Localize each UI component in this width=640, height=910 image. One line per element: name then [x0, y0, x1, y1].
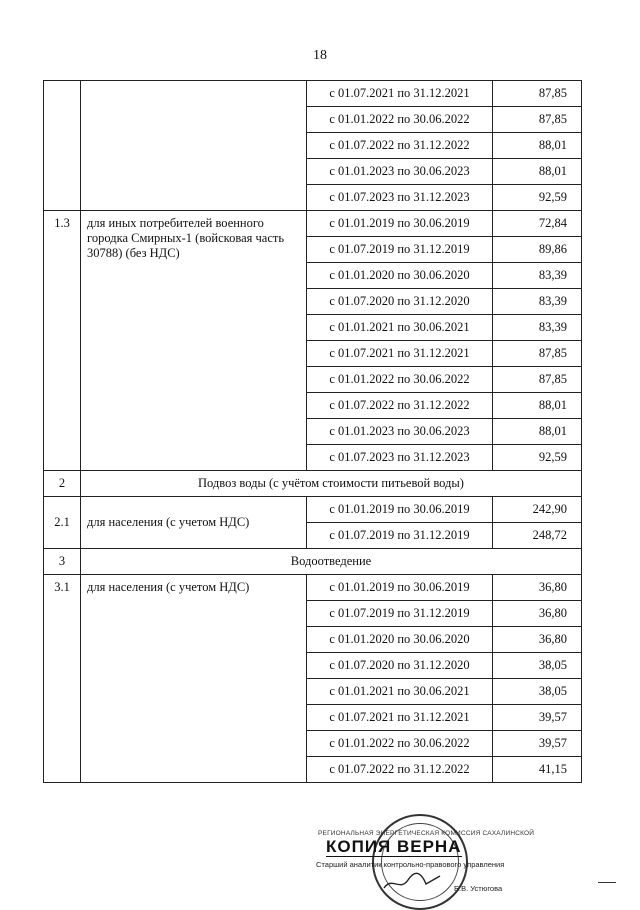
- tariff-value-cell: 36,80: [493, 601, 582, 627]
- period-cell: с 01.07.2019 по 31.12.2019: [307, 523, 493, 549]
- tariff-value-cell: 88,01: [493, 419, 582, 445]
- section-title-cell: Водоотведение: [81, 549, 582, 575]
- tariff-table: [43, 80, 582, 783]
- period-cell: с 01.07.2022 по 31.12.2022: [307, 133, 493, 159]
- page-number: 18: [313, 48, 327, 63]
- consumer-name-cell: для населения (с учетом НДС): [81, 575, 307, 783]
- tariff-value-cell: 87,85: [493, 341, 582, 367]
- consumer-name-cell: [81, 81, 307, 211]
- consumer-name-cell: для населения (с учетом НДС): [81, 497, 307, 549]
- stamp-organization: РЕГИОНАЛЬНАЯ ЭНЕРГЕТИЧЕСКАЯ КОМИССИЯ САХАЛИНСКОЙ: [318, 830, 535, 837]
- margin-mark: [598, 882, 616, 883]
- period-cell: с 01.07.2022 по 31.12.2022: [307, 393, 493, 419]
- tariff-value-cell: 38,05: [493, 653, 582, 679]
- tariff-value-cell: 36,80: [493, 575, 582, 601]
- table-row: [44, 81, 582, 107]
- section-title-cell: Подвоз воды (с учётом стоимости питьевой воды): [81, 471, 582, 497]
- tariff-value-cell: 39,57: [493, 705, 582, 731]
- section-number-cell: 3: [44, 549, 81, 575]
- period-cell: с 01.07.2021 по 31.12.2021: [307, 705, 493, 731]
- period-cell: с 01.01.2019 по 30.06.2019: [307, 497, 493, 523]
- period-cell: с 01.07.2020 по 31.12.2020: [307, 289, 493, 315]
- period-cell: с 01.01.2019 по 30.06.2019: [307, 575, 493, 601]
- handwritten-signature: [382, 870, 442, 894]
- section-row: [44, 549, 582, 575]
- row-number-cell: 1.3: [44, 211, 81, 471]
- period-cell: с 01.07.2022 по 31.12.2022: [307, 757, 493, 783]
- tariff-value-cell: 38,05: [493, 679, 582, 705]
- period-cell: с 01.01.2021 по 30.06.2021: [307, 315, 493, 341]
- row-number-cell: 2.1: [44, 497, 81, 549]
- period-cell: с 01.01.2021 по 30.06.2021: [307, 679, 493, 705]
- tariff-value-cell: 92,59: [493, 445, 582, 471]
- consumer-name-cell: для иных потребителей военного городка Смирных-1 (войсковая часть 30788) (без НДС): [81, 211, 307, 471]
- tariff-value-cell: 242,90: [493, 497, 582, 523]
- period-cell: с 01.01.2022 по 30.06.2022: [307, 731, 493, 757]
- stamp-signatory-name: Е.В. Устюгова: [454, 884, 503, 893]
- period-cell: с 01.07.2019 по 31.12.2019: [307, 601, 493, 627]
- tariff-value-cell: 87,85: [493, 81, 582, 107]
- period-cell: с 01.01.2023 по 30.06.2023: [307, 419, 493, 445]
- period-cell: с 01.01.2023 по 30.06.2023: [307, 159, 493, 185]
- tariff-value-cell: 72,84: [493, 211, 582, 237]
- stamp-position: Старший аналитик контрольно-правового управления: [316, 860, 505, 869]
- period-cell: с 01.07.2021 по 31.12.2021: [307, 81, 493, 107]
- copy-certified-stamp: [312, 822, 535, 902]
- period-cell: с 01.07.2019 по 31.12.2019: [307, 237, 493, 263]
- tariff-value-cell: 248,72: [493, 523, 582, 549]
- row-number-cell: 3.1: [44, 575, 81, 783]
- tariff-value-cell: 88,01: [493, 133, 582, 159]
- table-row: [44, 575, 582, 601]
- period-cell: с 01.07.2023 по 31.12.2023: [307, 445, 493, 471]
- tariff-value-cell: 36,80: [493, 627, 582, 653]
- period-cell: с 01.01.2022 по 30.06.2022: [307, 367, 493, 393]
- tariff-value-cell: 83,39: [493, 315, 582, 341]
- table-row: [44, 211, 582, 237]
- tariff-value-cell: 87,85: [493, 367, 582, 393]
- period-cell: с 01.07.2021 по 31.12.2021: [307, 341, 493, 367]
- tariff-value-cell: 88,01: [493, 159, 582, 185]
- period-cell: с 01.01.2019 по 30.06.2019: [307, 211, 493, 237]
- row-number-cell: [44, 81, 81, 211]
- period-cell: с 01.07.2020 по 31.12.2020: [307, 653, 493, 679]
- tariff-value-cell: 92,59: [493, 185, 582, 211]
- stamp-title: КОПИЯ ВЕРНА: [326, 837, 462, 856]
- table-row: [44, 497, 582, 523]
- period-cell: с 01.01.2020 по 30.06.2020: [307, 627, 493, 653]
- tariff-value-cell: 87,85: [493, 107, 582, 133]
- tariff-value-cell: 39,57: [493, 731, 582, 757]
- tariff-value-cell: 41,15: [493, 757, 582, 783]
- period-cell: с 01.07.2023 по 31.12.2023: [307, 185, 493, 211]
- period-cell: с 01.01.2020 по 30.06.2020: [307, 263, 493, 289]
- tariff-value-cell: 88,01: [493, 393, 582, 419]
- section-row: [44, 471, 582, 497]
- section-number-cell: 2: [44, 471, 81, 497]
- tariff-value-cell: 83,39: [493, 289, 582, 315]
- tariff-value-cell: 89,86: [493, 237, 582, 263]
- tariff-value-cell: 83,39: [493, 263, 582, 289]
- period-cell: с 01.01.2022 по 30.06.2022: [307, 107, 493, 133]
